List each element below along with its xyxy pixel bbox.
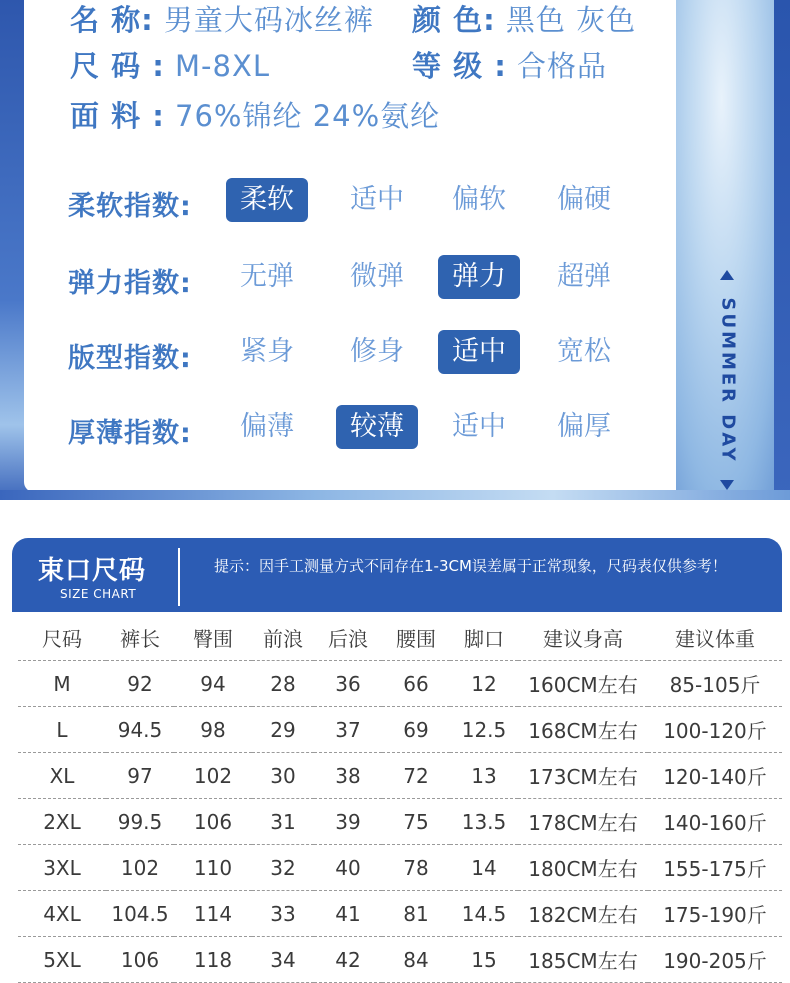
table-cell: XL xyxy=(18,753,106,799)
table-cell: 100-120斤 xyxy=(648,707,782,753)
table-cell: 33 xyxy=(252,891,314,937)
fabric-line xyxy=(70,94,440,135)
name-label: 名 称: xyxy=(70,3,154,37)
table-cell: 40 xyxy=(314,845,382,891)
table-cell: 4XL xyxy=(18,891,106,937)
table-cell: 92 xyxy=(106,661,174,707)
table-cell: 41 xyxy=(314,891,382,937)
table-row xyxy=(18,891,782,937)
table-cell: 13 xyxy=(450,753,518,799)
column-header: 建议身高 xyxy=(518,614,648,661)
index-option: 偏薄 xyxy=(240,411,294,442)
table-cell: 99.5 xyxy=(106,799,174,845)
table-cell: 28 xyxy=(252,661,314,707)
table-cell: 36 xyxy=(314,661,382,707)
table-row xyxy=(18,937,782,983)
column-header: 臀围 xyxy=(174,614,252,661)
table-cell: L xyxy=(18,707,106,753)
header-divider xyxy=(178,548,180,606)
fabric-value: 76%锦纶 24%氨纶 xyxy=(175,99,441,133)
bottom-decor-band xyxy=(0,490,790,500)
table-cell: 81 xyxy=(382,891,450,937)
size-table xyxy=(18,614,782,983)
size-line xyxy=(70,44,270,85)
index-option: 适中 xyxy=(350,184,404,215)
column-header: 脚口 xyxy=(450,614,518,661)
table-cell: 85-105斤 xyxy=(648,661,782,707)
index-option: 修身 xyxy=(350,336,404,367)
table-cell: 168CM左右 xyxy=(518,707,648,753)
table-cell: 38 xyxy=(314,753,382,799)
summer-day-label xyxy=(704,270,752,498)
table-row xyxy=(18,845,782,891)
table-cell: 14.5 xyxy=(450,891,518,937)
table-cell: 173CM左右 xyxy=(518,753,648,799)
table-cell: 94.5 xyxy=(106,707,174,753)
table-cell: 140-160斤 xyxy=(648,799,782,845)
index-option-selected: 较薄 xyxy=(336,405,418,449)
grade-value: 合格品 xyxy=(517,49,608,83)
table-cell: 12.5 xyxy=(450,707,518,753)
table-cell: 29 xyxy=(252,707,314,753)
table-cell: 72 xyxy=(382,753,450,799)
table-cell: 155-175斤 xyxy=(648,845,782,891)
table-cell: 110 xyxy=(174,845,252,891)
index-option: 紧身 xyxy=(240,336,294,367)
name-line xyxy=(70,0,374,39)
table-row xyxy=(18,799,782,845)
index-option: 宽松 xyxy=(557,336,611,367)
color-line xyxy=(412,0,636,39)
size-chart-header xyxy=(12,538,782,612)
index-label: 版型指数: xyxy=(68,343,192,374)
size-chart-title: 束口尺码 xyxy=(38,556,147,586)
table-cell: 84 xyxy=(382,937,450,983)
table-row xyxy=(18,753,782,799)
table-cell: 114 xyxy=(174,891,252,937)
size-chart-subtitle: SIZE CHART xyxy=(60,587,137,601)
name-value: 男童大码冰丝裤 xyxy=(163,3,374,37)
table-cell: 97 xyxy=(106,753,174,799)
table-cell: 39 xyxy=(314,799,382,845)
summer-day-text: SUMMER DAY xyxy=(717,297,739,464)
size-table-header xyxy=(18,614,782,661)
table-cell: 15 xyxy=(450,937,518,983)
index-option: 偏软 xyxy=(452,184,506,215)
index-option-selected: 弹力 xyxy=(438,255,520,299)
size-chart-note: 提示：因手工测量方式不同存在1-3CM误差属于正常现象，尺码表仅供参考！ xyxy=(214,557,727,575)
table-cell: 30 xyxy=(252,753,314,799)
index-row xyxy=(0,178,676,226)
column-header: 前浪 xyxy=(252,614,314,661)
fabric-label: 面 料 : xyxy=(70,99,165,133)
index-option: 超弹 xyxy=(557,261,611,292)
table-cell: 175-190斤 xyxy=(648,891,782,937)
table-cell: 69 xyxy=(382,707,450,753)
color-label: 颜 色: xyxy=(412,3,496,37)
size-value: M-8XL xyxy=(175,49,270,83)
column-header: 裤长 xyxy=(106,614,174,661)
size-label: 尺 码 : xyxy=(70,49,165,83)
size-table-body xyxy=(18,661,782,983)
index-option: 偏硬 xyxy=(557,184,611,215)
index-label: 柔软指数: xyxy=(68,191,192,222)
table-cell: 2XL xyxy=(18,799,106,845)
table-cell: 118 xyxy=(174,937,252,983)
index-label: 厚薄指数: xyxy=(68,418,192,449)
triangle-down-icon xyxy=(720,480,734,490)
table-cell: 160CM左右 xyxy=(518,661,648,707)
index-option: 无弹 xyxy=(240,261,294,292)
table-cell: 3XL xyxy=(18,845,106,891)
index-option: 微弹 xyxy=(350,261,404,292)
table-cell: 32 xyxy=(252,845,314,891)
table-cell: 104.5 xyxy=(106,891,174,937)
table-cell: 75 xyxy=(382,799,450,845)
table-cell: 78 xyxy=(382,845,450,891)
table-cell: M xyxy=(18,661,106,707)
table-cell: 94 xyxy=(174,661,252,707)
index-row xyxy=(0,255,676,303)
color-value: 黑色 灰色 xyxy=(505,3,637,37)
table-cell: 102 xyxy=(174,753,252,799)
table-cell: 31 xyxy=(252,799,314,845)
table-cell: 106 xyxy=(174,799,252,845)
index-option: 偏厚 xyxy=(557,411,611,442)
table-cell: 42 xyxy=(314,937,382,983)
table-cell: 5XL xyxy=(18,937,106,983)
table-cell: 98 xyxy=(174,707,252,753)
table-row xyxy=(18,661,782,707)
table-cell: 180CM左右 xyxy=(518,845,648,891)
grade-line xyxy=(412,44,607,85)
triangle-up-icon xyxy=(720,270,734,280)
index-label: 弹力指数: xyxy=(68,268,192,299)
column-header: 尺码 xyxy=(18,614,106,661)
index-row xyxy=(0,405,676,453)
table-cell: 66 xyxy=(382,661,450,707)
table-cell: 185CM左右 xyxy=(518,937,648,983)
table-cell: 182CM左右 xyxy=(518,891,648,937)
index-option-selected: 柔软 xyxy=(226,178,308,222)
table-cell: 14 xyxy=(450,845,518,891)
column-header: 建议体重 xyxy=(648,614,782,661)
table-cell: 120-140斤 xyxy=(648,753,782,799)
column-header: 腰围 xyxy=(382,614,450,661)
table-row xyxy=(18,707,782,753)
table-cell: 34 xyxy=(252,937,314,983)
right-decor-strip xyxy=(774,0,790,500)
index-row xyxy=(0,330,676,378)
index-option-selected: 适中 xyxy=(438,330,520,374)
table-cell: 190-205斤 xyxy=(648,937,782,983)
table-cell: 178CM左右 xyxy=(518,799,648,845)
table-cell: 102 xyxy=(106,845,174,891)
grade-label: 等 级 : xyxy=(412,49,507,83)
table-cell: 106 xyxy=(106,937,174,983)
table-cell: 37 xyxy=(314,707,382,753)
table-cell: 13.5 xyxy=(450,799,518,845)
table-cell: 12 xyxy=(450,661,518,707)
index-option: 适中 xyxy=(452,411,506,442)
column-header: 后浪 xyxy=(314,614,382,661)
